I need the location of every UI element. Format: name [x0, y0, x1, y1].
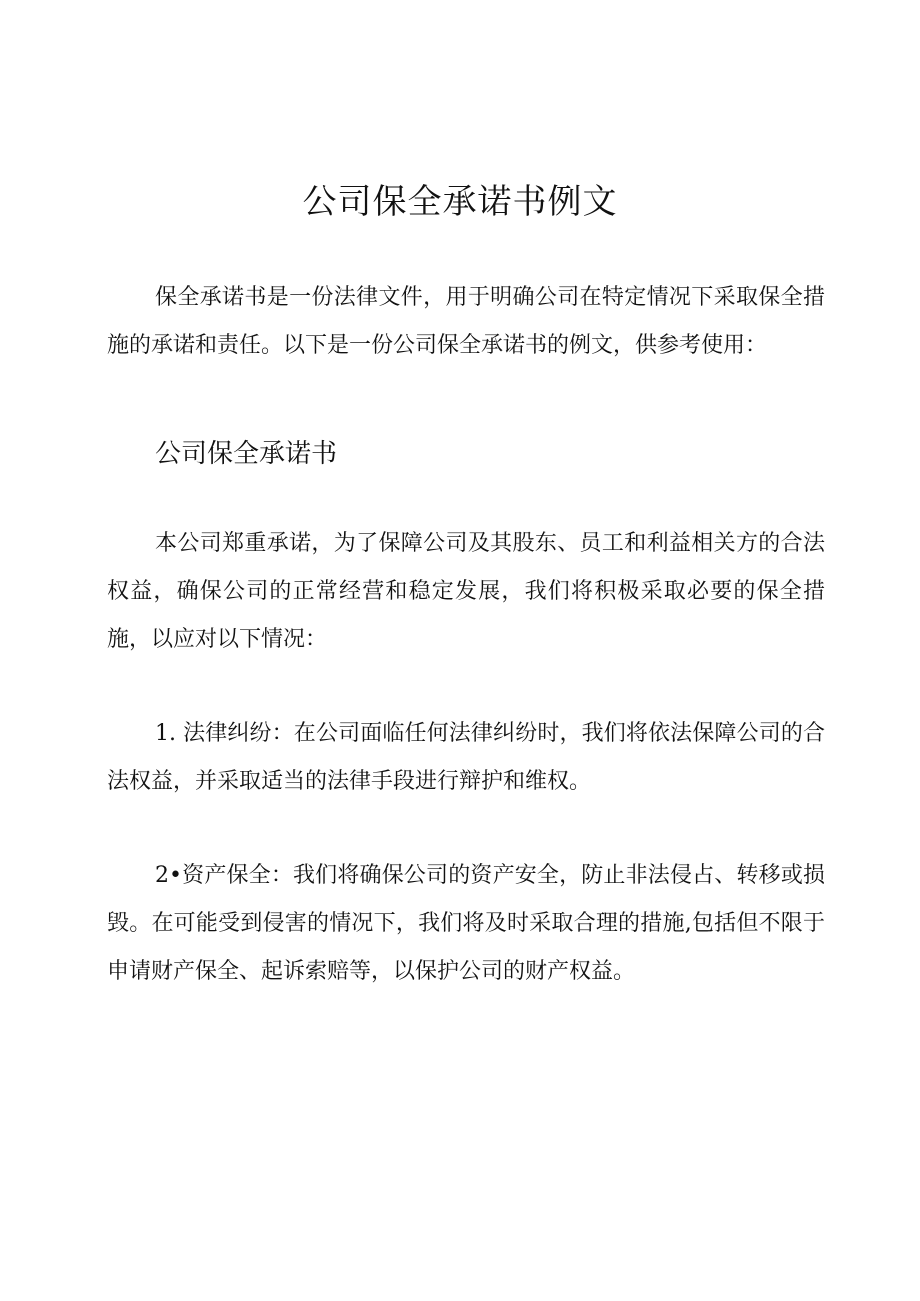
- pledge-paragraph: 本公司郑重承诺，为了保障公司及其股东、员工和利益相关方的合法权益，确保公司的正常经营和稳定发展，我们将积极采取必要的保全措施，以应对以下情况：: [107, 531, 825, 652]
- section-heading: 公司保全承诺书: [155, 439, 338, 469]
- document-title: 公司保全承诺书例文: [302, 182, 618, 222]
- intro-paragraph: 保全承诺书是一份法律文件，用于明确公司在特定情况下采取保全措施的承诺和责任。以下是一份公司保全承诺书的例文，供参考使用：: [107, 285, 825, 358]
- list-item-asset-preservation: 2•资产保全：我们将确保公司的资产安全，防止非法侵占、转移或损毁。在可能受到侵害的情况下，我们将及时采取合理的措施,包括但不限于申请财产保全、起诉索赔等，以保护公司的财产权益。: [107, 863, 825, 984]
- list-item-legal-disputes: 1. 法律纠纷：在公司面临任何法律纠纷时，我们将依法保障公司的合法权益，并采取适当的法律手段进行辩护和维权。: [107, 721, 825, 794]
